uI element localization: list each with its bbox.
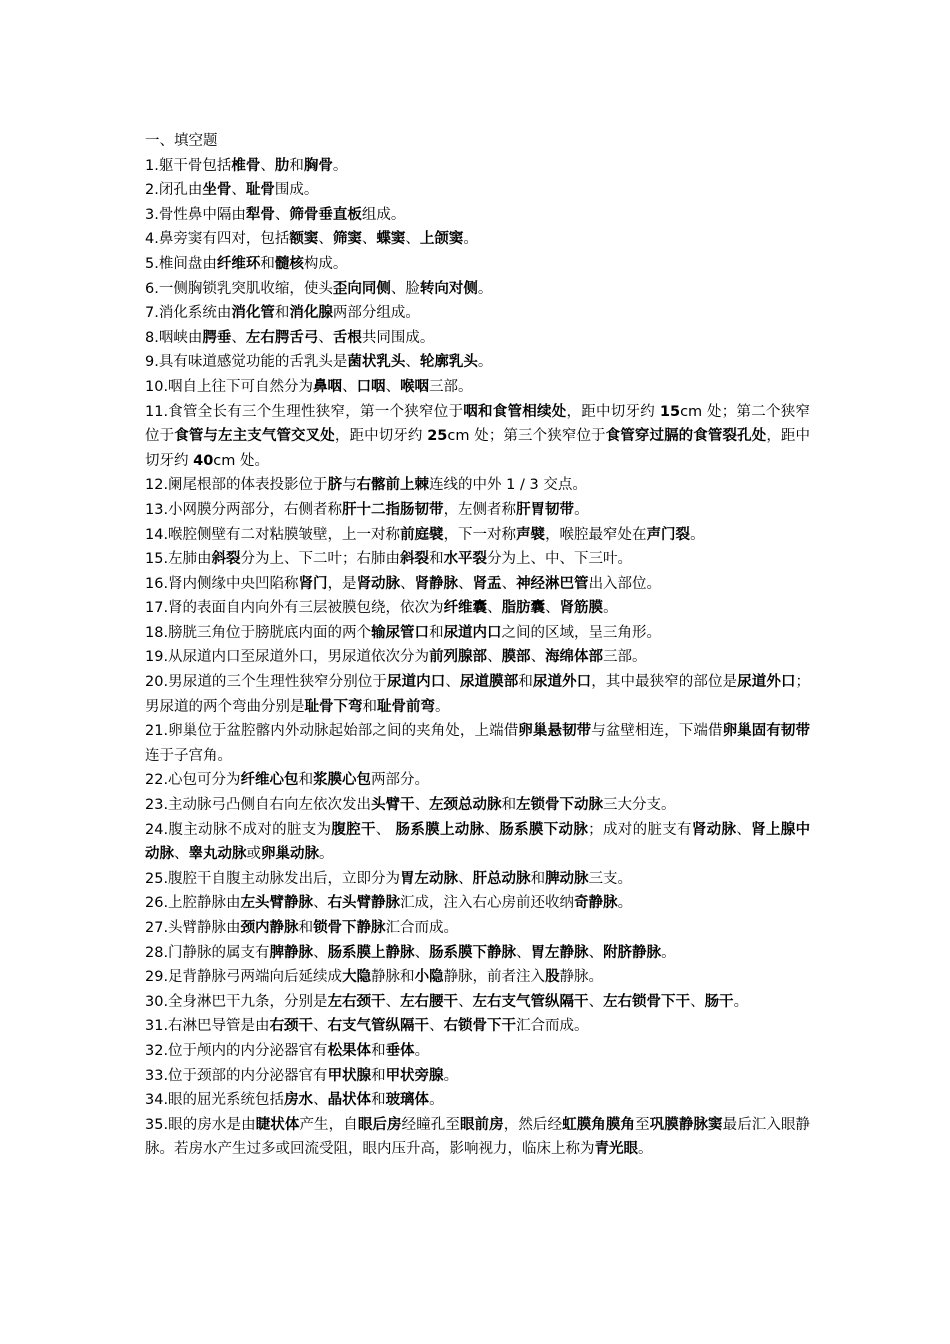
- answer-text: 纤维心包: [240, 772, 299, 789]
- question-item: [145, 1014, 810, 1039]
- question-text: 、: [516, 944, 531, 961]
- section-heading: 一、填空题: [145, 133, 218, 149]
- answer-text: 脾静脉: [269, 944, 314, 961]
- answer-text: 垂体: [385, 1042, 415, 1059]
- question-text: ；男尿道的两个弯曲分别是: [145, 674, 811, 715]
- answer-text: 胃左静脉: [530, 944, 589, 961]
- answer-text: 睾丸动脉: [188, 846, 247, 863]
- answer-text: 声门裂: [646, 526, 691, 543]
- question-text: 12.阑尾根部的体表投影位于: [145, 477, 328, 494]
- question-text: 和: [371, 1042, 386, 1059]
- question-text: 、: [400, 575, 415, 592]
- question-text: 和: [274, 305, 290, 322]
- answer-text: 睫状体: [255, 1116, 300, 1133]
- question-text: 1.躯干骨包括: [145, 157, 232, 174]
- question-text: 、: [318, 329, 333, 346]
- question-text: 和: [501, 797, 517, 814]
- answer-text: 尿道内口: [387, 674, 446, 691]
- question-text: 、: [588, 993, 604, 1010]
- question-text: 26.上腔静脉由: [145, 895, 241, 912]
- question-text: 、: [405, 231, 420, 248]
- question-text: 静脉，前者注入: [443, 969, 546, 986]
- answer-text: 胸骨: [303, 157, 333, 174]
- answer-text: 左右腰干: [400, 993, 459, 1010]
- question-text: 经瞳孔至: [401, 1116, 460, 1133]
- question-text: cm 处；第三个狭窄位于: [447, 428, 606, 445]
- question-text: 3.骨性鼻中隔由: [145, 206, 246, 223]
- question-text: 三部。: [429, 378, 473, 395]
- answer-text: 小隐: [414, 969, 444, 986]
- question-text: 和: [289, 157, 304, 174]
- answer-text: 虹膜角膜角: [562, 1116, 636, 1133]
- answer-text: 脾动脉: [545, 870, 589, 887]
- question-text: 9.具有味道感觉功能的舌乳头是: [145, 354, 348, 371]
- answer-text: 胃左动脉: [400, 870, 459, 887]
- question-text: 、: [313, 1018, 328, 1035]
- question-text: 、: [545, 600, 560, 617]
- question-text: 32.位于颅内的内分泌器官有: [145, 1042, 328, 1059]
- answer-text: 腹腔干: [331, 821, 376, 838]
- question-text: 、: [414, 944, 430, 961]
- question-text: ，喉腔最窄处在: [545, 526, 647, 543]
- answer-text: 前庭襞: [400, 526, 444, 543]
- question-text: 最后汇入眼静脉。若房水产生过多或回流受阻，眼内压升高，影响视力，临床上称为: [145, 1116, 811, 1158]
- answer-text: 肠系膜下动脉: [499, 821, 589, 838]
- question-item: [145, 990, 810, 1015]
- question-text: 。: [414, 1042, 430, 1059]
- question-text: ，距中切牙约: [334, 428, 428, 445]
- question-text: 33.位于颈部的内分泌器官有: [145, 1067, 328, 1084]
- question-text: 与: [342, 477, 357, 494]
- question-item: [145, 400, 810, 474]
- question-text: 22.心包可分为: [145, 772, 241, 789]
- question-text: 和: [298, 920, 314, 936]
- answer-text: 尿道膜部: [459, 674, 519, 691]
- question-text: 10.咽自上往下可自然分为: [145, 378, 314, 395]
- answer-text: 松果体: [327, 1042, 372, 1059]
- answer-text: 巩膜静脉窦: [649, 1116, 723, 1133]
- answer-text: 附脐静脉: [603, 944, 662, 961]
- question-text: 。: [638, 1141, 653, 1158]
- answer-text: 肠系膜上动脉: [395, 821, 485, 838]
- question-text: 两部分。: [371, 772, 430, 789]
- question-text: 和: [260, 255, 275, 272]
- question-text: 23.主动脉弓凸侧自右向左依次发出: [145, 797, 372, 814]
- answer-text: 肝胃韧带: [516, 501, 575, 518]
- answer-text: 椎骨: [231, 157, 261, 174]
- answer-text: 肾门: [298, 575, 328, 592]
- question-text: 、: [429, 1018, 444, 1035]
- answer-text: 筛骨垂直板: [289, 206, 362, 223]
- question-text: 汇成，注入右心房前还收纳: [400, 895, 575, 912]
- answer-text: 斜裂: [400, 551, 430, 568]
- question-text: 13.小网膜分两部分，右侧者称: [145, 501, 343, 518]
- question-text: 5.椎间盘由: [145, 255, 217, 272]
- question-text: 、: [174, 846, 189, 863]
- question-text: 、: [385, 993, 401, 1010]
- question-text: ，左侧者称: [443, 501, 517, 518]
- question-list: [145, 154, 810, 1162]
- question-text: 。: [429, 1092, 444, 1109]
- question-text: 和: [371, 1067, 386, 1084]
- answer-text: 膜部: [501, 649, 531, 666]
- question-text: 、: [458, 575, 473, 592]
- question-item: [145, 154, 810, 179]
- answer-text: 转向对侧: [419, 280, 478, 297]
- question-item: [145, 178, 810, 203]
- question-text: 三部。: [603, 649, 647, 666]
- answer-text: 纤维囊: [443, 600, 488, 617]
- answer-text: 肾动脉: [356, 575, 401, 592]
- question-text: 构成。: [303, 255, 348, 272]
- question-text: 、: [231, 182, 246, 199]
- answer-text: 肠系膜上静脉: [327, 944, 415, 961]
- answer-text: 海绵体部: [545, 649, 604, 666]
- question-text: 。: [463, 231, 478, 248]
- question-text: 、: [501, 575, 517, 592]
- question-item: [145, 719, 810, 768]
- question-text: 、: [385, 378, 401, 395]
- answer-text: 肋: [274, 157, 290, 174]
- question-item: [145, 670, 810, 719]
- question-text: 31.右淋巴导管是由: [145, 1018, 270, 1035]
- answer-text: 卵巢动脉: [261, 846, 319, 863]
- answer-text: 耻骨: [245, 182, 275, 199]
- answer-text: 脂肪囊: [501, 600, 546, 617]
- answer-text: 腭垂: [202, 329, 232, 346]
- question-item: [145, 941, 810, 966]
- answer-text: 肾上腺中动脉: [145, 821, 811, 863]
- answer-text: 左颈总动脉: [429, 797, 502, 814]
- question-text: 17.肾的表面自内向外有三层被膜包绕，依次为: [145, 600, 444, 617]
- answer-text: 眼后房: [357, 1116, 402, 1133]
- question-text: 28.门静脉的属支有: [145, 944, 270, 961]
- question-text: ，距中切牙约: [566, 403, 660, 420]
- question-text: 20.男尿道的三个生理性狭窄分别位于: [145, 674, 387, 691]
- question-text: 24.腹主动脉不成对的脏支为: [145, 821, 332, 838]
- question-item: [145, 1039, 810, 1064]
- question-text: 汇合而成。: [516, 1018, 589, 1035]
- answer-text: 前列腺部: [429, 649, 488, 666]
- answer-text: 股: [545, 969, 560, 986]
- answer-text: 舌根: [332, 329, 362, 346]
- question-text: 和: [429, 624, 444, 641]
- answer-text: 尿道外口: [737, 674, 796, 691]
- question-item: [145, 498, 810, 523]
- question-text: 和: [429, 551, 444, 568]
- question-text: 、: [313, 944, 328, 961]
- answer-text: 右髂前上棘: [356, 477, 430, 494]
- answer-text: 口咽: [356, 378, 386, 395]
- question-item: [145, 965, 810, 990]
- question-text: 16.肾内侧缘中央凹陷称: [145, 575, 299, 592]
- question-text: 、: [487, 600, 502, 617]
- question-text: 、: [318, 231, 333, 248]
- question-text: 、: [588, 944, 604, 961]
- question-item: [145, 375, 810, 400]
- answer-text: 纤维环: [216, 255, 261, 272]
- question-text: 、: [487, 649, 502, 666]
- question-text: ，其中最狭窄的部位是: [591, 674, 738, 691]
- question-text: cm 处；第二个狭窄位于: [145, 403, 811, 445]
- answer-text: 卵巢悬韧带: [518, 723, 592, 740]
- question-item: [145, 227, 810, 252]
- answer-text: 头臂干: [371, 797, 415, 814]
- question-text: 。: [690, 526, 705, 543]
- answer-text: 左头臂静脉: [240, 895, 314, 912]
- answer-text: 40: [193, 452, 214, 469]
- answer-text: 肾动脉: [691, 821, 737, 838]
- question-item: [145, 326, 810, 351]
- answer-text: 25: [427, 428, 448, 445]
- question-text: 和: [518, 674, 533, 691]
- question-text: 共同围成。: [361, 329, 435, 346]
- question-text: 产生，自: [299, 1116, 358, 1133]
- answer-text: 脐: [327, 477, 343, 494]
- question-text: ，下一对称: [443, 526, 517, 543]
- answer-text: 左右锁骨下干: [603, 993, 691, 1010]
- question-text: 、: [484, 821, 500, 838]
- question-text: 、: [375, 821, 396, 838]
- question-text: 围成。: [274, 182, 319, 199]
- question-text: 连线的中外 1 / 3 交点。: [429, 477, 587, 494]
- question-text: ，是: [327, 575, 357, 592]
- answer-text: 左右颈干: [327, 993, 386, 1010]
- answer-text: 肝十二指肠韧带: [342, 501, 444, 518]
- question-text: 。: [477, 280, 493, 297]
- answer-text: 尿道外口: [532, 674, 592, 691]
- question-text: 三大分支。: [603, 797, 676, 814]
- question-text: 、: [313, 895, 328, 912]
- answer-text: 锁骨下静脉: [313, 920, 386, 936]
- question-text: 25.腹腔干自腹主动脉发出后，立即分为: [145, 870, 401, 887]
- question-text: 35.眼的房水是由: [145, 1116, 256, 1133]
- answer-text: 右头臂静脉: [327, 895, 401, 912]
- question-text: 8.咽峡由: [145, 329, 203, 346]
- question-text: ，距中切牙约: [145, 428, 811, 469]
- answer-text: 肠系膜下静脉: [429, 944, 517, 961]
- question-text: 。: [443, 1067, 459, 1084]
- answer-text: 声襞: [516, 526, 546, 543]
- question-item: [145, 350, 810, 375]
- question-text: 分为上、中、下三叶。: [487, 551, 633, 568]
- question-text: 、: [445, 674, 460, 691]
- answer-text: 筛窦: [332, 231, 362, 248]
- question-text: 三支。: [588, 870, 633, 887]
- question-text: 、: [342, 378, 357, 395]
- question-text: 、脸: [390, 280, 420, 297]
- question-text: 和: [298, 772, 314, 789]
- question-text: 、: [458, 993, 473, 1010]
- question-text: 、: [690, 993, 705, 1010]
- question-text: 、: [736, 821, 752, 838]
- question-text: 。: [574, 501, 589, 518]
- question-text: 34.眼的屈光系统包括: [145, 1092, 285, 1109]
- question-text: 静脉和: [371, 969, 415, 986]
- question-text: 之间的区域，呈三角形。: [501, 624, 662, 641]
- question-text: 、: [274, 206, 290, 223]
- question-item: [145, 621, 810, 646]
- question-text: 。: [319, 846, 334, 863]
- question-text: 连于子宫角。: [145, 747, 232, 764]
- answer-text: 尿道内口: [443, 624, 502, 641]
- question-text: 和: [362, 698, 377, 715]
- question-text: 。: [603, 600, 618, 617]
- question-text: 。: [332, 157, 348, 174]
- answer-text: 晶状体: [327, 1092, 372, 1109]
- question-item: [145, 645, 810, 670]
- answer-text: 耻骨下弯: [304, 698, 363, 715]
- question-text: 和: [530, 870, 546, 887]
- answer-text: 大隐: [342, 969, 372, 986]
- answer-text: 食管穿过膈的食管裂孔处: [605, 428, 767, 445]
- question-item: [145, 301, 810, 326]
- answer-text: 肾盂: [472, 575, 502, 592]
- question-item: [145, 891, 810, 916]
- question-text: 18.膀胱三角位于膀胱底内面的两个: [145, 624, 372, 641]
- answer-text: 玻璃体: [385, 1092, 430, 1109]
- question-text: 。: [733, 993, 749, 1010]
- answer-text: 甲状旁腺: [385, 1067, 444, 1084]
- answer-text: 坐骨: [202, 182, 232, 199]
- question-text: 29.足背静脉弓两端向后延续成: [145, 969, 343, 986]
- question-item: [145, 523, 810, 548]
- question-text: cm 处。: [213, 452, 270, 469]
- question-text: 7.消化系统由: [145, 305, 232, 322]
- question-text: 、: [405, 354, 420, 371]
- answer-text: 浆膜心包: [313, 772, 372, 789]
- answer-text: 犁骨: [245, 206, 275, 223]
- question-item: [145, 473, 810, 498]
- question-text: 15.左肺由: [145, 551, 212, 568]
- answer-text: 颈内静脉: [240, 920, 299, 936]
- answer-text: 轮廓乳头: [419, 354, 478, 371]
- question-text: 30.全身淋巴干九条，分别是: [145, 993, 328, 1010]
- answer-text: 消化管: [231, 305, 275, 322]
- question-item: [145, 818, 810, 867]
- answer-text: 食管与左主支气管交叉处: [174, 428, 335, 445]
- answer-text: 输尿管口: [371, 624, 430, 641]
- answer-text: 眼前房: [459, 1116, 504, 1133]
- question-text: 分为上、下二叶；右肺由: [240, 551, 401, 568]
- question-text: 、: [260, 157, 275, 174]
- answer-text: 鼻咽: [313, 378, 343, 395]
- question-item: [145, 768, 810, 793]
- answer-text: 肠干: [704, 993, 734, 1010]
- question-text: ，然后经: [503, 1116, 563, 1133]
- answer-text: 左右腭舌弓: [245, 329, 319, 346]
- question-text: 6.一侧胸锁乳突肌收缩，使头: [145, 280, 333, 297]
- question-text: 和: [371, 1092, 386, 1109]
- question-item: [145, 277, 810, 302]
- question-text: 2.闭孔由: [145, 182, 203, 199]
- question-text: 19.从尿道内口至尿道外口，男尿道依次分为: [145, 649, 430, 666]
- question-text: 、: [313, 1092, 328, 1109]
- question-text: 4.鼻旁窦有四对，包括: [145, 231, 290, 248]
- question-item: [145, 203, 810, 228]
- answer-text: 卵巢固有韧带: [722, 723, 811, 740]
- question-text: 。: [661, 944, 676, 961]
- answer-text: 耻骨前弯: [377, 698, 435, 715]
- question-text: 与盆壁相连，下端借: [591, 723, 723, 740]
- question-item: [145, 596, 810, 621]
- answer-text: 额窦: [289, 231, 319, 248]
- answer-text: 蝶窦: [376, 231, 406, 248]
- answer-text: 右锁骨下干: [443, 1018, 517, 1035]
- answer-text: 菌状乳头: [347, 354, 406, 371]
- answer-text: 左右支气管纵隔干: [472, 993, 589, 1010]
- answer-text: 奇静脉: [574, 895, 618, 912]
- answer-text: 右颈干: [269, 1018, 314, 1035]
- answer-text: 上颌窦: [419, 231, 464, 248]
- question-text: 出入部位。: [588, 575, 662, 592]
- question-text: 或: [246, 846, 261, 863]
- question-item: [145, 572, 810, 597]
- answer-text: 消化腺: [289, 305, 333, 322]
- question-text: 。: [617, 895, 633, 912]
- answer-text: 咽和食管相续处: [463, 403, 567, 420]
- answer-text: 房水: [284, 1092, 314, 1109]
- question-text: 静脉。: [559, 969, 604, 986]
- question-text: 、: [530, 649, 546, 666]
- question-text: 27.头臂静脉由: [145, 920, 241, 936]
- answer-text: 髓核: [274, 255, 304, 272]
- answer-text: 肝总动脉: [472, 870, 531, 887]
- answer-text: 斜裂: [211, 551, 241, 568]
- answer-text: 水平裂: [443, 551, 488, 568]
- answer-text: 青光眼: [594, 1141, 638, 1158]
- content-area: [145, 129, 810, 1162]
- question-item: [145, 867, 810, 892]
- question-item: [145, 1064, 810, 1089]
- answer-text: 左锁骨下动脉: [516, 797, 604, 814]
- answer-text: 肾静脉: [414, 575, 459, 592]
- question-text: 11.食管全长有三个生理性狭窄，第一个狭窄位于: [145, 403, 464, 420]
- answer-text: 肾筋膜: [559, 600, 604, 617]
- question-item: [145, 916, 810, 941]
- question-text: 、: [361, 231, 377, 248]
- answer-text: 右支气管纵隔干: [327, 1018, 430, 1035]
- answer-text: 神经淋巴管: [516, 575, 589, 592]
- question-text: 、: [231, 329, 246, 346]
- question-item: [145, 252, 810, 277]
- question-text: ；成对的脏支有: [588, 821, 692, 838]
- question-text: 14.喉腔侧壁有二对粘膜皱壁，上一对称: [145, 526, 401, 543]
- question-item: [145, 1088, 810, 1113]
- question-item: [145, 547, 810, 572]
- question-text: 。: [477, 354, 493, 371]
- question-item: [145, 793, 810, 818]
- question-item: [145, 1113, 810, 1162]
- question-text: 组成。: [361, 206, 406, 223]
- question-text: 、: [458, 870, 473, 887]
- answer-text: 15: [659, 403, 681, 420]
- question-text: 至: [635, 1116, 650, 1133]
- answer-text: 喉咽: [400, 378, 430, 395]
- answer-text: 歪向同侧: [332, 280, 391, 297]
- question-text: 、: [414, 797, 430, 814]
- question-text: 。: [435, 698, 450, 715]
- answer-text: 甲状腺: [327, 1067, 372, 1084]
- question-text: 21.卵巢位于盆腔髂内外动脉起始部之间的夹角处，上端借: [145, 723, 519, 740]
- question-text: 汇合而成。: [385, 920, 459, 936]
- question-text: 两部分组成。: [332, 305, 420, 322]
